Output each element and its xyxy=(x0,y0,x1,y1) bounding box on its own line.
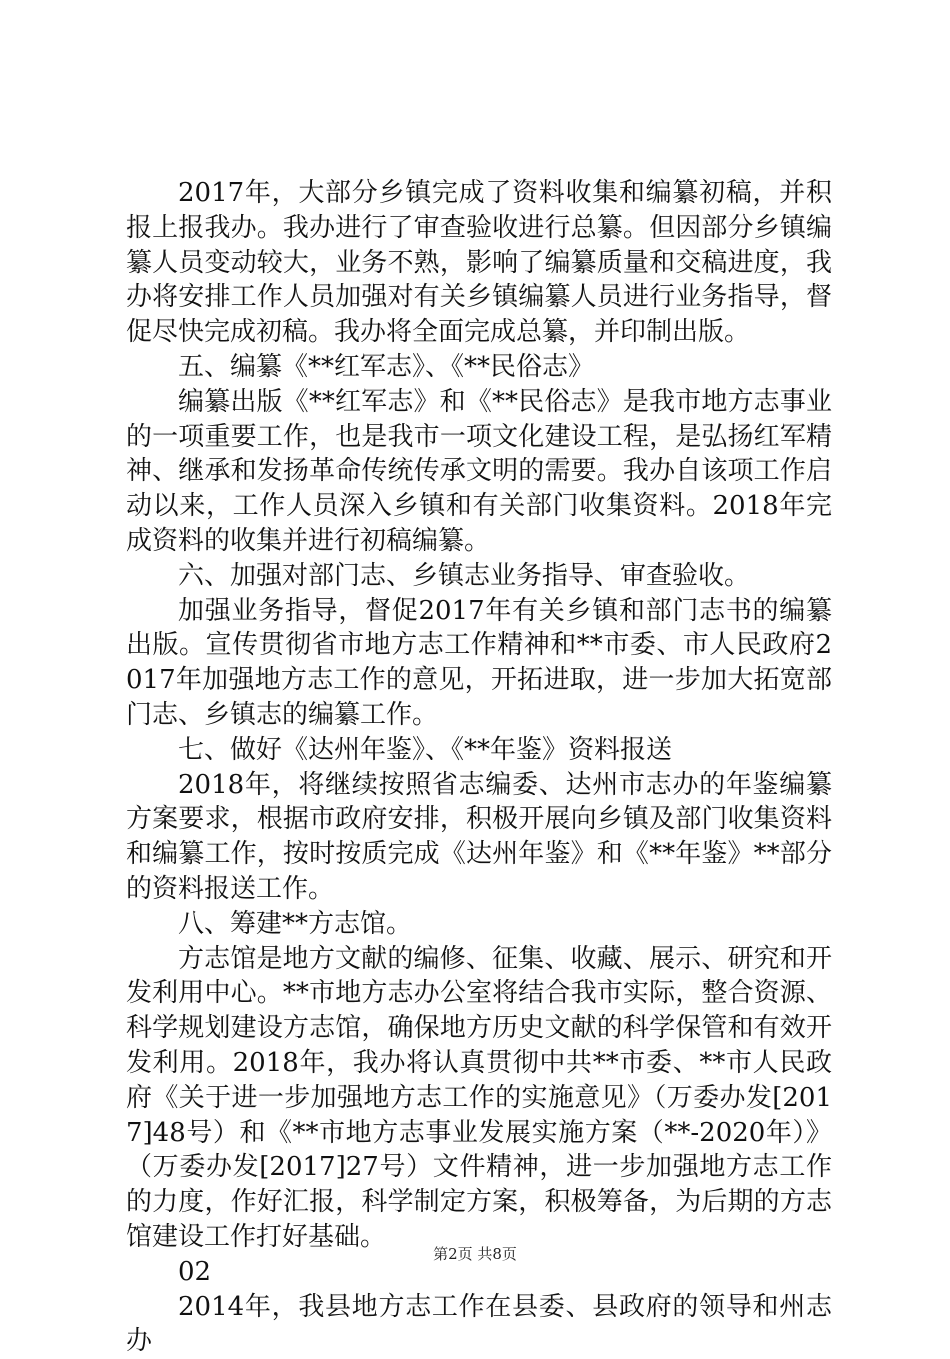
paragraph-section-8: 方志馆是地方文献的编修、征集、收藏、展示、研究和开发利用中心。**市地方志办公室将结合我市实际，整合资源、科学规划建设方志馆，确保地方历史文献的科学保管和有效开发利用。2018年，我办将认真贯彻中共**市委、**市人民政府《关于进一步加强地方志工作的实施意见》（万委办发[2017]48号）和《**市地方志事业发展实施方案（**-2020年）》（万委办发[2017]27号）文件精神，进一步加强地方志工作的力度，作好汇报，科学制定方案，积极筹备，为后期的方志馆建设工作打好基础。 xyxy=(126,942,832,1255)
section-heading-6: 六、加强对部门志、乡镇志业务指导、审查验收。 xyxy=(126,559,832,594)
paragraph-summary-2017: 2017年，大部分乡镇完成了资料收集和编纂初稿，并积报上报我办。我办进行了审查验收进行总纂。但因部分乡镇编纂人员变动较大，业务不熟，影响了编纂质量和交稿进度，我办将安排工作人员加强对有关乡镇编纂人员进行业务指导，督促尽快完成初稿。我办将全面完成总纂，并印制出版。 xyxy=(126,176,832,350)
page-footer: 第2页 共8页 xyxy=(0,1243,950,1264)
section-heading-5: 五、编纂《**红军志》、《**民俗志》 xyxy=(126,350,832,385)
paragraph-section-6: 加强业务指导，督促2017年有关乡镇和部门志书的编纂出版。宣传贯彻省市地方志工作精神和**市委、市人民政府2017年加强地方志工作的意见，开拓进取，进一步加大拓宽部门志、乡镇志的编纂工作。 xyxy=(126,594,832,733)
document-body xyxy=(126,176,832,1359)
part-number: 02 xyxy=(126,1255,832,1290)
paragraph-section-7: 2018年，将继续按照省志编委、达州市志办的年鉴编纂方案要求，根据市政府安排，积极开展向乡镇及部门收集资料和编纂工作，按时按质完成《达州年鉴》和《**年鉴》**部分的资料报送工作。 xyxy=(126,768,832,907)
section-heading-8: 八、筹建**方志馆。 xyxy=(126,907,832,942)
paragraph-section-5: 编纂出版《**红军志》和《**民俗志》是我市地方志事业的一项重要工作，也是我市一项文化建设工程，是弘扬红军精神、继承和发扬革命传统传承文明的需要。我办自该项工作启动以来，工作人员深入乡镇和有关部门收集资料。2018年完成资料的收集并进行初稿编纂。 xyxy=(126,385,832,559)
section-heading-7: 七、做好《达州年鉴》、《**年鉴》资料报送 xyxy=(126,733,832,768)
paragraph-2014-intro: 2014年，我县地方志工作在县委、县政府的领导和州志办 xyxy=(126,1290,832,1359)
